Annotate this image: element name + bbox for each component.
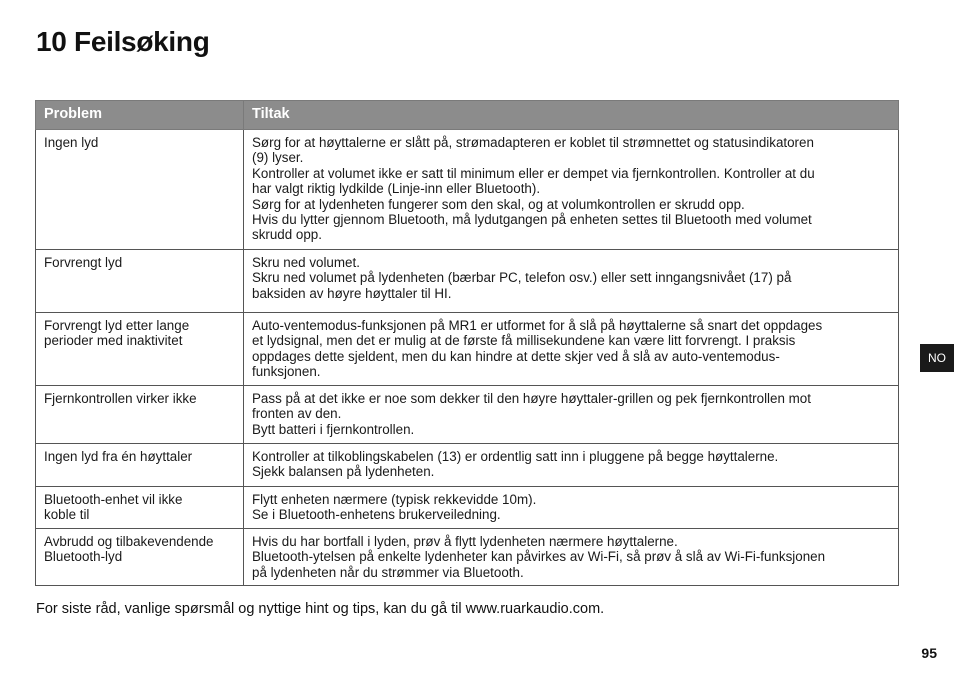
problem-cell bbox=[36, 487, 244, 529]
action-text: Hvis du har bortfall i lyden, prøv å flytt lydenheten nærmere høyttalerne. bbox=[252, 534, 678, 549]
action-cell bbox=[244, 250, 899, 313]
action-text: på lydenheten når du strømmer via Bluetooth. bbox=[252, 564, 524, 580]
problem-cell bbox=[36, 529, 244, 586]
problem-text: Bluetooth-enhet vil ikke bbox=[44, 492, 183, 507]
action-cell bbox=[244, 487, 899, 529]
action-text: Skru ned volumet. bbox=[252, 255, 360, 270]
action-cell bbox=[244, 529, 899, 586]
table-row bbox=[36, 444, 899, 487]
problem-text: Bluetooth-lyd bbox=[44, 549, 123, 565]
action-text: Pass på at det ikke er noe som dekker til den høyre høyttaler-grillen og pek fjernkontrollen mot bbox=[252, 391, 811, 406]
header-problem: Problem bbox=[36, 101, 244, 130]
action-text: Sørg for at lydenheten fungerer som den skal, og at volumkontrollen er skrudd opp. bbox=[252, 196, 745, 212]
page-title: 10 Feilsøking bbox=[36, 26, 210, 57]
table-row bbox=[36, 487, 899, 529]
page-number: 95 bbox=[921, 645, 937, 661]
action-text: Sjekk balansen på lydenheten. bbox=[252, 464, 435, 480]
action-text: funksjonen. bbox=[252, 364, 321, 380]
action-text: Flytt enheten nærmere (typisk rekkevidde 10m). bbox=[252, 492, 537, 507]
problem-text: Fjernkontrollen virker ikke bbox=[44, 391, 197, 406]
table-row bbox=[36, 386, 899, 444]
table-header-row bbox=[36, 101, 899, 130]
action-text: baksiden av høyre høyttaler til HI. bbox=[252, 285, 452, 301]
action-text: Se i Bluetooth-enhetens brukerveiledning. bbox=[252, 507, 501, 523]
problem-text: Ingen lyd fra én høyttaler bbox=[44, 449, 193, 464]
action-cell bbox=[244, 130, 899, 250]
action-text: (9) lyser. bbox=[252, 150, 304, 166]
action-text: Skru ned volumet på lydenheten (bærbar PC, telefon osv.) eller sett inngangsnivået (17) på bbox=[252, 270, 792, 286]
table-row bbox=[36, 130, 899, 250]
action-cell bbox=[244, 313, 899, 386]
problem-cell bbox=[36, 313, 244, 386]
problem-cell bbox=[36, 250, 244, 313]
action-text: Sørg for at høyttalerne er slått på, strømadapteren er koblet til strømnettet og statusindikatoren bbox=[252, 135, 814, 150]
problem-text: Avbrudd og tilbakevendende bbox=[44, 534, 214, 549]
action-text: Hvis du lytter gjennom Bluetooth, må lydutgangen på enheten settes til Bluetooth med volumet bbox=[252, 212, 812, 228]
action-text: fronten av den. bbox=[252, 406, 342, 422]
action-text: oppdages dette sjeldent, men du kan hindre at dette skjer ved å slå av auto-ventemodus- bbox=[252, 348, 780, 364]
problem-text: Forvrengt lyd etter lange bbox=[44, 318, 190, 333]
problem-text: perioder med inaktivitet bbox=[44, 333, 183, 349]
language-tab: NO bbox=[920, 344, 954, 372]
action-cell bbox=[244, 386, 899, 444]
problem-text: Ingen lyd bbox=[44, 135, 99, 150]
action-text: Auto-ventemodus-funksjonen på MR1 er utformet for å slå på høyttalerne så snart det oppdages bbox=[252, 318, 823, 333]
action-text: Bytt batteri i fjernkontrollen. bbox=[252, 421, 415, 437]
footer-note: For siste råd, vanlige spørsmål og nyttige hint og tips, kan du gå til www.ruarkaudio.com. bbox=[36, 601, 605, 617]
action-text: Bluetooth-ytelsen på enkelte lydenheter kan påvirkes av Wi-Fi, så prøv å slå av Wi-Fi-funksjonen bbox=[252, 549, 826, 565]
header-action: Tiltak bbox=[244, 101, 899, 130]
action-text: et lydsignal, men det er mulig at de første få millisekundene kan være litt forvrengt. I praksis bbox=[252, 333, 796, 349]
problem-text: koble til bbox=[44, 507, 90, 523]
action-text: Kontroller at tilkoblingskabelen (13) er ordentlig satt inn i pluggene på begge høyttalerne. bbox=[252, 449, 779, 464]
troubleshooting-table bbox=[35, 100, 899, 586]
problem-cell bbox=[36, 386, 244, 444]
table-row bbox=[36, 313, 899, 386]
action-cell bbox=[244, 444, 899, 487]
action-text: har valgt riktig lydkilde (Linje-inn eller Bluetooth). bbox=[252, 181, 541, 197]
problem-cell bbox=[36, 444, 244, 487]
table-row bbox=[36, 250, 899, 313]
action-text: skrudd opp. bbox=[252, 227, 322, 243]
problem-cell bbox=[36, 130, 244, 250]
problem-text: Forvrengt lyd bbox=[44, 255, 123, 270]
action-text: Kontroller at volumet ikke er satt til minimum eller er dempet via fjernkontrollen. Kontroller at du bbox=[252, 165, 815, 181]
table-row bbox=[36, 529, 899, 586]
